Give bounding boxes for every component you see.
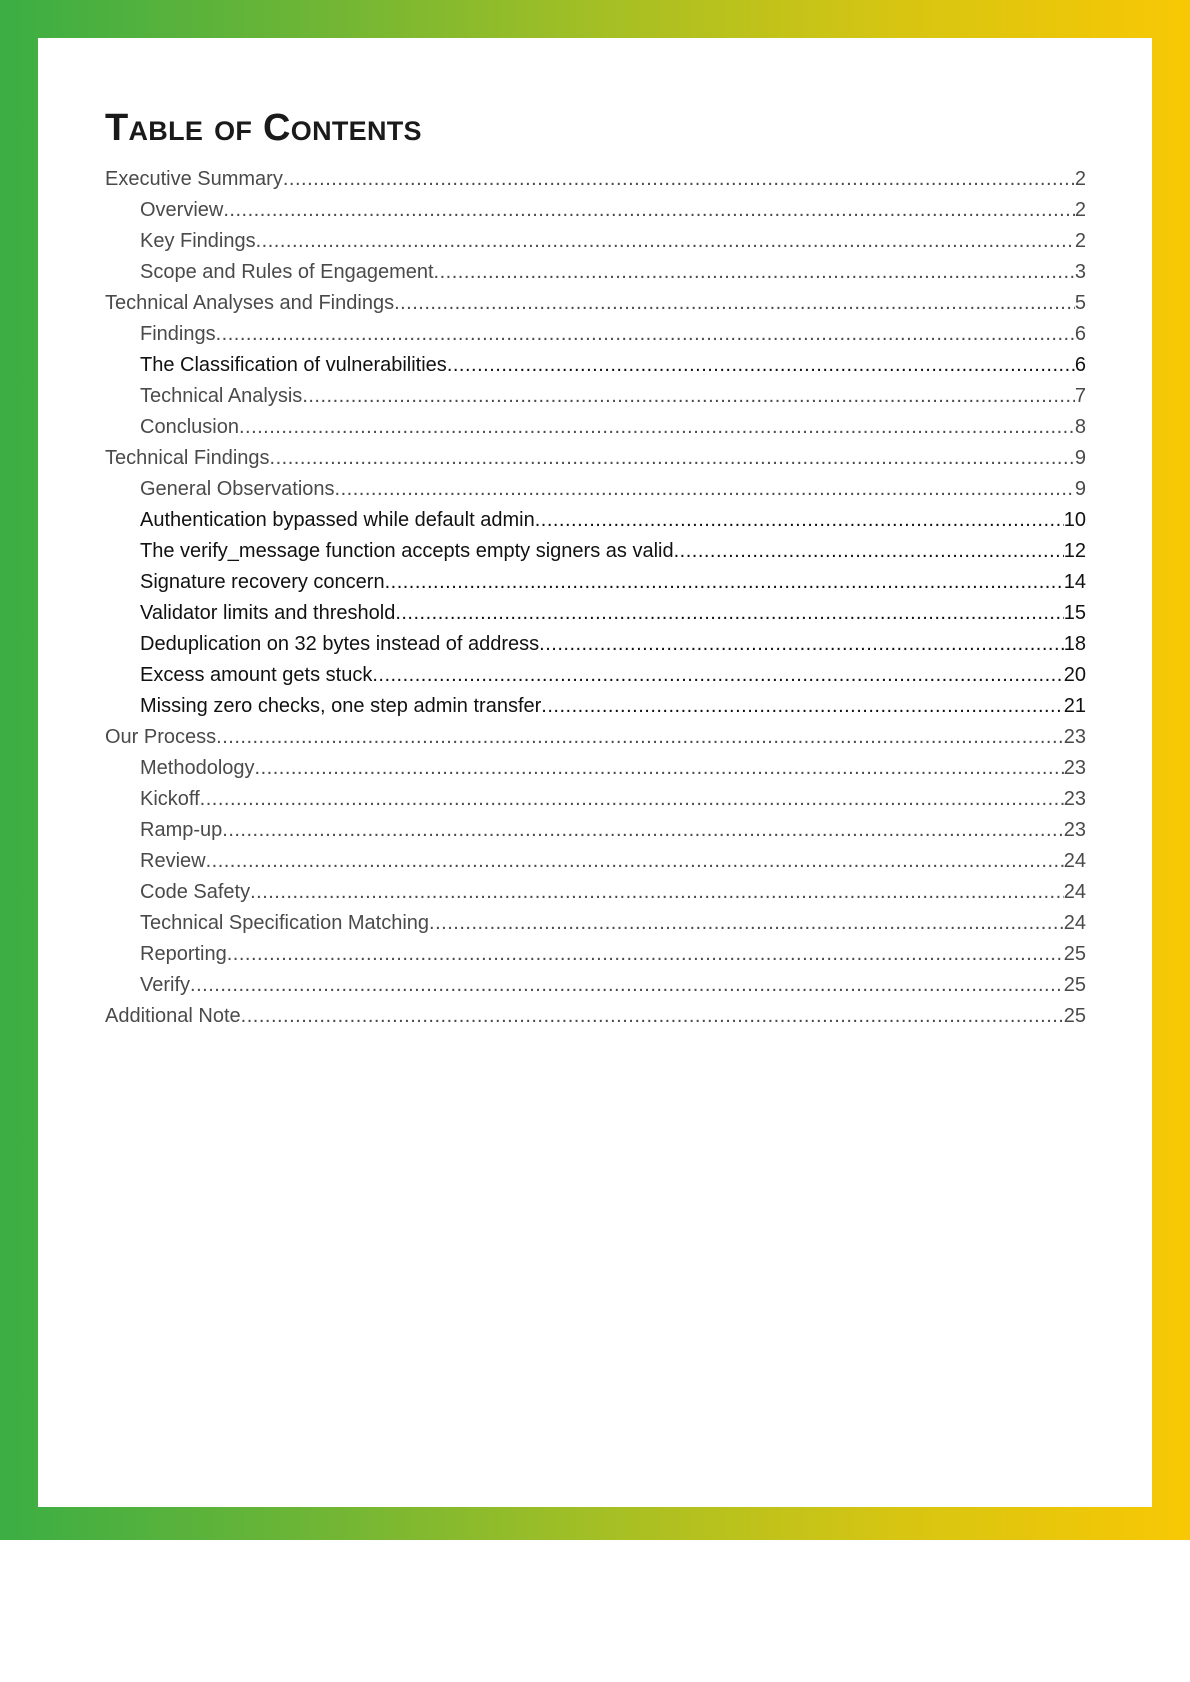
toc-dot-leader <box>447 350 1075 381</box>
toc-dot-leader <box>394 288 1075 319</box>
toc-subsection-entry[interactable] <box>105 381 1086 412</box>
toc-page-number: 24 <box>1063 880 1086 903</box>
toc-entry-label: Technical Specification Matching <box>140 911 430 934</box>
toc-page-number: 7 <box>1074 384 1086 407</box>
toc-entry-label: Methodology <box>140 756 255 779</box>
toc-section-entry[interactable] <box>105 443 1086 474</box>
toc-entry-label: Review <box>140 849 206 872</box>
toc-page-number: 23 <box>1063 725 1086 748</box>
toc-subsection-entry[interactable] <box>105 753 1086 784</box>
toc-dot-leader <box>270 443 1075 474</box>
toc-subsection-entry[interactable] <box>105 567 1086 598</box>
toc-entry-label: Authentication bypassed while default admin <box>140 508 535 531</box>
toc-subsection-entry[interactable] <box>105 195 1086 226</box>
toc-section-entry[interactable] <box>105 288 1086 319</box>
toc-dot-leader <box>241 1001 1064 1032</box>
toc-section-entry[interactable] <box>105 164 1086 195</box>
toc-subsection-entry[interactable] <box>105 660 1086 691</box>
toc-subsection-entry[interactable] <box>105 846 1086 877</box>
toc-subsection-entry[interactable] <box>105 474 1086 505</box>
toc-entry-label: Excess amount gets stuck <box>140 663 373 686</box>
toc-dot-leader <box>434 257 1075 288</box>
toc-subsection-entry[interactable] <box>105 815 1086 846</box>
toc-entry-label: Our Process <box>105 725 217 748</box>
toc-page-number: 10 <box>1063 508 1086 531</box>
toc-entry-label: Scope and Rules of Engagement <box>140 260 434 283</box>
toc-page-number: 3 <box>1074 260 1086 283</box>
toc-page-number: 6 <box>1074 322 1086 345</box>
toc-page-number: 18 <box>1063 632 1086 655</box>
toc-dot-leader <box>255 753 1064 784</box>
toc-section-entry[interactable] <box>105 1001 1086 1032</box>
toc-list <box>105 164 1086 1032</box>
toc-dot-leader <box>385 567 1064 598</box>
toc-page-number: 2 <box>1074 167 1086 190</box>
toc-page-number: 9 <box>1074 446 1086 469</box>
toc-page-number: 5 <box>1074 291 1086 314</box>
toc-entry-label: Verify <box>140 973 191 996</box>
toc-entry-label: Missing zero checks, one step admin transfer <box>140 694 542 717</box>
toc-page-number: 25 <box>1063 942 1086 965</box>
toc-subsection-entry[interactable] <box>105 877 1086 908</box>
toc-entry-label: Technical Findings <box>105 446 270 469</box>
toc-dot-leader <box>335 474 1075 505</box>
toc-dot-leader <box>302 381 1075 412</box>
toc-entry-label: Additional Note <box>105 1004 241 1027</box>
toc-entry-label: Technical Analyses and Findings <box>105 291 395 314</box>
toc-entry-label: Executive Summary <box>105 167 283 190</box>
toc-subsection-entry[interactable] <box>105 536 1086 567</box>
toc-dot-leader <box>227 939 1064 970</box>
toc-page-number: 23 <box>1063 787 1086 810</box>
toc-dot-leader <box>223 195 1075 226</box>
toc-subsection-entry[interactable] <box>105 505 1086 536</box>
toc-entry-label: Key Findings <box>140 229 256 252</box>
toc-page-number: 24 <box>1063 849 1086 872</box>
toc-dot-leader <box>539 629 1064 660</box>
toc-subsection-entry[interactable] <box>105 691 1086 722</box>
toc-entry-label: Findings <box>140 322 216 345</box>
toc-page-number: 24 <box>1063 911 1086 934</box>
toc-dot-leader <box>206 846 1064 877</box>
toc-subsection-entry[interactable] <box>105 908 1086 939</box>
toc-page-number: 25 <box>1063 973 1086 996</box>
toc-dot-leader <box>372 660 1063 691</box>
toc-page-number: 23 <box>1063 756 1086 779</box>
toc-entry-label: Reporting <box>140 942 227 965</box>
toc-page-number: 6 <box>1074 353 1086 376</box>
toc-page-number: 2 <box>1074 198 1086 221</box>
toc-entry-label: Signature recovery concern <box>140 570 385 593</box>
toc-subsection-entry[interactable] <box>105 970 1086 1001</box>
toc-entry-label: Validator limits and threshold <box>140 601 396 624</box>
toc-page-number: 15 <box>1063 601 1086 624</box>
toc-subsection-entry[interactable] <box>105 939 1086 970</box>
toc-page-number: 9 <box>1074 477 1086 500</box>
toc-dot-leader <box>541 691 1063 722</box>
toc-entry-label: Code Safety <box>140 880 251 903</box>
toc-subsection-entry[interactable] <box>105 226 1086 257</box>
toc-subsection-entry[interactable] <box>105 598 1086 629</box>
toc-entry-label: Overview <box>140 198 224 221</box>
toc-subsection-entry[interactable] <box>105 629 1086 660</box>
toc-subsection-entry[interactable] <box>105 257 1086 288</box>
toc-entry-label: Kickoff <box>140 787 200 810</box>
toc-dot-leader <box>429 908 1064 939</box>
toc-page-number: 2 <box>1074 229 1086 252</box>
toc-dot-leader <box>256 226 1075 257</box>
toc-subsection-entry[interactable] <box>105 784 1086 815</box>
toc-page-number: 14 <box>1063 570 1086 593</box>
toc-entry-label: Deduplication on 32 bytes instead of address <box>140 632 540 655</box>
table-of-contents <box>105 108 1086 1032</box>
toc-dot-leader <box>222 815 1063 846</box>
toc-dot-leader <box>190 970 1064 1001</box>
toc-page-number: 8 <box>1074 415 1086 438</box>
toc-dot-leader <box>674 536 1064 567</box>
toc-page-number: 20 <box>1063 663 1086 686</box>
toc-section-entry[interactable] <box>105 722 1086 753</box>
toc-entry-label: The verify_message function accepts empty signers as valid <box>140 539 674 562</box>
toc-subsection-entry[interactable] <box>105 412 1086 443</box>
toc-dot-leader <box>283 164 1075 195</box>
toc-dot-leader <box>239 412 1075 443</box>
toc-dot-leader <box>200 784 1064 815</box>
toc-dot-leader <box>250 877 1064 908</box>
toc-page-number: 12 <box>1063 539 1086 562</box>
toc-page-number: 25 <box>1063 1004 1086 1027</box>
toc-entry-label: The Classification of vulnerabilities <box>140 353 447 376</box>
toc-dot-leader <box>216 722 1064 753</box>
toc-subsection-entry[interactable] <box>105 319 1086 350</box>
toc-subsection-entry[interactable] <box>105 350 1086 381</box>
toc-entry-label: Conclusion <box>140 415 239 438</box>
page-title: Table of Contents <box>105 107 422 149</box>
toc-dot-leader <box>395 598 1063 629</box>
toc-page-number: 23 <box>1063 818 1086 841</box>
toc-entry-label: Ramp-up <box>140 818 223 841</box>
toc-entry-label: Technical Analysis <box>140 384 303 407</box>
toc-dot-leader <box>535 505 1064 536</box>
toc-dot-leader <box>216 319 1075 350</box>
toc-page-number: 21 <box>1063 694 1086 717</box>
toc-entry-label: General Observations <box>140 477 335 500</box>
